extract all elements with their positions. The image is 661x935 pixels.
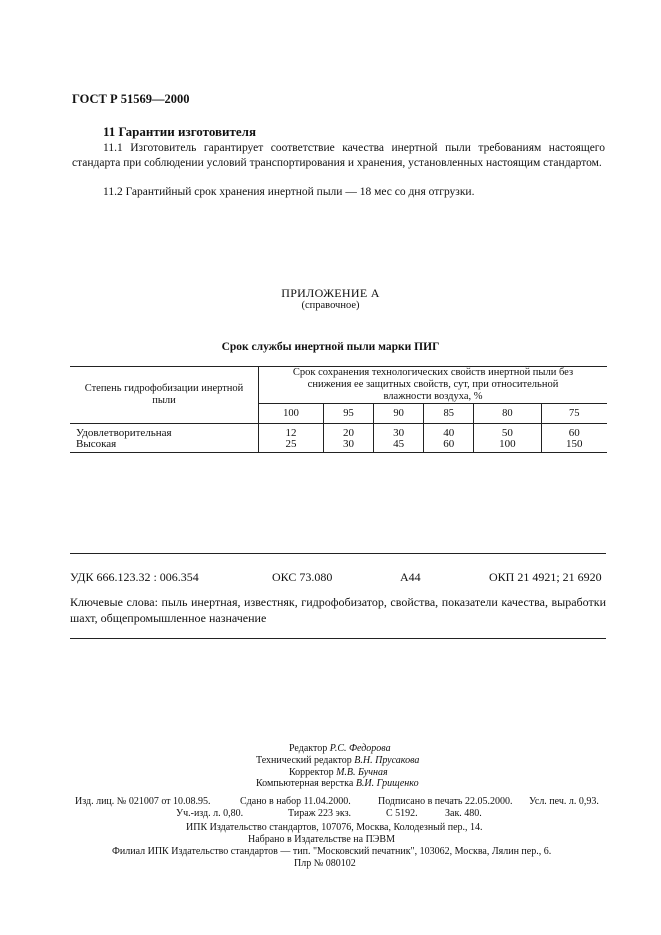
table-row	[70, 424, 607, 440]
table-cell: 40	[424, 424, 474, 440]
section-title: 11 Гарантии изготовителя	[103, 124, 257, 139]
license: Изд. лиц. № 021007 от 10.08.95.	[75, 796, 211, 807]
c-number: С 5192.	[386, 808, 418, 819]
tech-editor-line	[256, 755, 419, 766]
corrector-label: Корректор	[289, 767, 334, 778]
table-cell: 50	[474, 424, 541, 440]
typeset-note: Набрано в Издательстве на ПЭВМ	[248, 834, 395, 845]
corrector-line	[289, 767, 388, 778]
table-cell: 25	[259, 439, 324, 453]
editor-name: Р.С. Федорова	[329, 743, 391, 754]
order-number: Зак. 480.	[445, 808, 482, 819]
table-header-hydrophobization: Степень гидрофобизации инертной пыли	[70, 367, 259, 424]
table-cell: 150	[541, 439, 607, 453]
publisher-sheets: Уч.-изд. л. 0,80.	[176, 808, 244, 819]
table-cell: 60	[568, 427, 580, 439]
humidity-cell: 75	[541, 404, 607, 424]
layout-name: В.И. Грищенко	[355, 778, 419, 789]
publisher-address: ИПК Издательство стандартов, 107076, Москва, Колодезный пер., 14.	[186, 822, 483, 833]
table-cell: 30	[323, 439, 373, 453]
divider-bottom	[70, 638, 606, 639]
service-life-table	[70, 366, 607, 453]
tech-editor-label: Технический редактор	[256, 755, 352, 766]
row-label: Высокая	[70, 439, 259, 453]
humidity-cell: 90	[374, 404, 424, 424]
table-header-group: Срок сохранения технологических свойств инертной пыли без снижения ее защитных свойств, сут, при относительной влажности воздуха, %	[259, 367, 608, 404]
document-code: ГОСТ Р 51569—2000	[72, 92, 190, 106]
table-cell: 30	[374, 424, 424, 440]
oks-code: ОКС 73.080	[272, 570, 333, 584]
sent-to-typeset: Сдано в набор 11.04.2000.	[240, 796, 351, 807]
circulation: Тираж 223 экз.	[288, 808, 352, 819]
humidity-cell: 100	[259, 404, 324, 424]
udk-code: УДК 666.123.32 : 006.354	[70, 570, 199, 584]
layout-label: Компьютерная верстка	[256, 778, 354, 789]
table-row	[70, 439, 607, 453]
editor-line	[289, 743, 391, 754]
editor-label: Редактор	[289, 743, 328, 754]
table-title: Срок службы инертной пыли марки ПИГ	[221, 341, 440, 353]
paragraph-11-1: 11.1 Изготовитель гарантирует соответствие качества инертной пыли требованиям настоящего стандарта при соблюдении условий транспортирования и хранения, установленных настоящим стандартом.	[72, 142, 605, 169]
table-cell: 60	[424, 439, 474, 453]
printed-sheets: Усл. печ. л. 0,93.	[529, 796, 599, 807]
keywords: Ключевые слова: пыль инертная, известняк, гидрофобизатор, свойства, показатели качества, выработки шахт, общепромышленное назначение	[70, 595, 606, 625]
table-cell: 12	[259, 424, 324, 440]
appendix-subtitle: (справочное)	[301, 300, 360, 311]
humidity-cell: 80	[474, 404, 541, 424]
branch-address: Филиал ИПК Издательство стандартов — тип. "Московский печатник", 103062, Москва, Лялин пер., 6.	[112, 846, 552, 857]
table-cell: 100	[474, 439, 541, 453]
tech-editor-name: В.Н. Прусакова	[354, 755, 420, 766]
corrector-name: М.В. Бучная	[336, 767, 388, 778]
layout-line	[256, 778, 419, 789]
appendix-title: ПРИЛОЖЕНИЕ А	[281, 286, 380, 300]
paragraph-11-2: 11.2 Гарантийный срок хранения инертной пыли — 18 мес со дня отгрузки.	[103, 186, 475, 198]
plr-number: Плр № 080102	[294, 858, 356, 869]
divider-top	[70, 553, 606, 554]
humidity-cell: 85	[424, 404, 474, 424]
signed-to-print: Подписано в печать 22.05.2000.	[378, 796, 513, 807]
okp-code: ОКП 21 4921; 21 6920	[489, 570, 602, 584]
table-cell: 20	[323, 424, 373, 440]
group-code: А44	[400, 570, 421, 584]
row-label: Удовлетворительная	[70, 424, 259, 440]
table-cell: 45	[374, 439, 424, 453]
humidity-cell: 95	[323, 404, 373, 424]
